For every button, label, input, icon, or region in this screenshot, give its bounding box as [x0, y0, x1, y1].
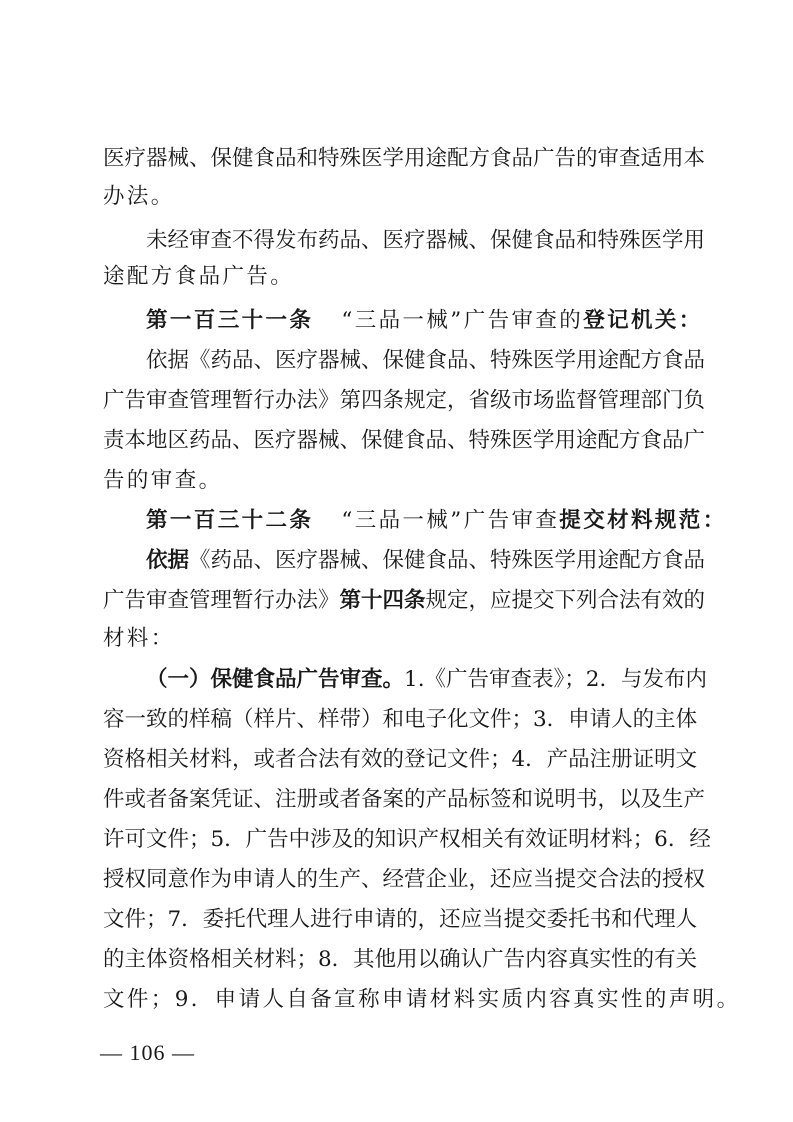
para5-line7: 文件；7．委托代理人进行申请的，还应当提交委托书和代理人	[103, 907, 698, 932]
article-132-label: 第一百三十二条	[146, 508, 314, 533]
para5-line4: 件或者备案凭证、注册或者备案的产品标签和说明书，以及生产	[103, 787, 706, 812]
para4-line3: 材料：	[103, 626, 175, 651]
para1-line1: 医疗器械、保健食品和特殊医学用途配方食品广告的审查适用本	[103, 146, 706, 171]
para5-line2: 容一致的样稿（样片、样带）和电子化文件；3．申请人的主体	[103, 707, 698, 732]
para4-line1	[146, 548, 706, 573]
para4-line2-post: 规定，应提交下列合法有效的	[425, 588, 706, 613]
para3-line2: 广告审查管理暂行办法》第四条规定，省级市场监督管理部门负	[103, 388, 706, 413]
para5-line9: 文件；9．申请人自备宣称申请材料实质内容真实性的声明。	[103, 987, 741, 1012]
para5-line5: 许可文件；5．广告中涉及的知识产权相关有效证明材料；6．经	[103, 827, 711, 852]
para4-line2-pre: 广告审查管理暂行办法》	[103, 588, 340, 613]
para2-line1: 未经审查不得发布药品、医疗器械、保健食品和特殊医学用	[146, 228, 706, 253]
para3-line3: 责本地区药品、医疗器械、保健食品、特殊医学用途配方食品广	[103, 428, 706, 453]
para5-line3: 资格相关材料，或者合法有效的登记文件；4．产品注册证明文	[103, 747, 698, 772]
para4-line2	[103, 588, 706, 613]
article-132-title-prefix: “三品一械”广告审查	[341, 508, 560, 533]
para4-line1-bold: 依据	[146, 548, 190, 573]
para4-line1-rest: 《药品、医疗器械、保健食品、特殊医学用途配方食品	[189, 548, 706, 573]
para1-line2: 办法。	[103, 184, 175, 209]
para2-line2: 途配方食品广告。	[103, 264, 295, 289]
para5-line8: 的主体资格相关材料；8．其他用以确认广告内容真实性的有关	[103, 947, 698, 972]
article-131-title-bold: 登记机关：	[583, 308, 703, 333]
para5-line1	[146, 667, 707, 692]
article-131-heading	[146, 308, 703, 333]
para5-line6: 授权同意作为申请人的生产、经营企业，还应当提交合法的授权	[103, 867, 706, 892]
para5-line1-bold: （一）保健食品广告审查。	[146, 667, 405, 692]
para4-line2-bold: 第十四条	[339, 588, 426, 613]
para5-line1-rest: 1.《广告审查表》；2．与发布内	[404, 667, 707, 692]
para3-line1: 依据《药品、医疗器械、保健食品、特殊医学用途配方食品	[146, 348, 706, 373]
article-132-heading	[146, 508, 727, 533]
article-131-title-prefix: “三品一械”广告审查的	[341, 308, 584, 333]
para3-line4: 告的审查。	[103, 468, 223, 493]
article-131-label: 第一百三十一条	[146, 308, 314, 333]
page-number: — 106 —	[100, 1040, 195, 1065]
article-132-title-bold: 提交材料规范：	[559, 508, 727, 533]
